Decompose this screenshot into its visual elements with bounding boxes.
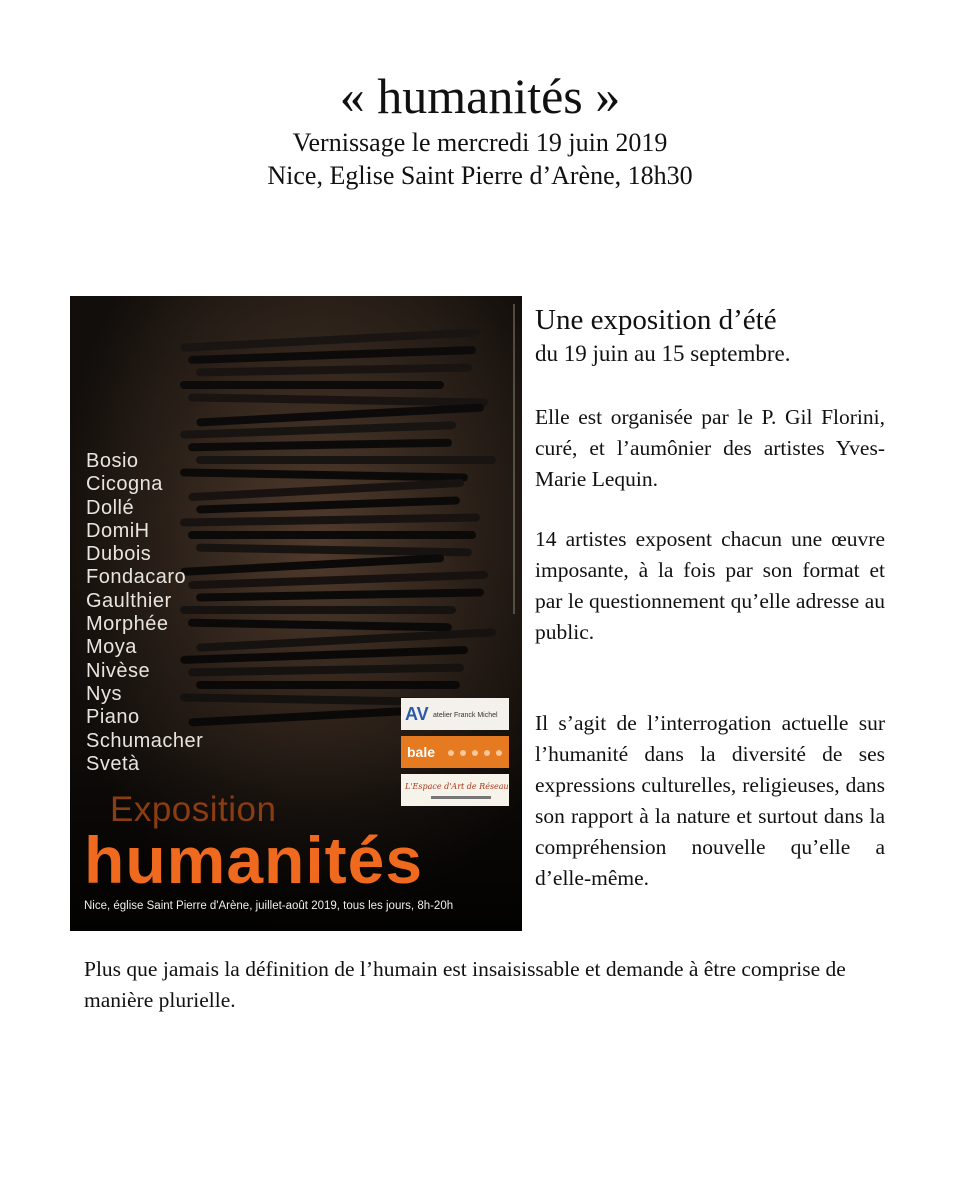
artist-name: Nys [86,682,122,705]
svg-text:AV: AV [405,704,429,724]
logo-text: L'Espace d'Art de Réseau [405,782,509,791]
sponsor-logo-espace-art [401,774,509,806]
artist-name: DomiH [86,519,150,542]
exhibition-poster [70,296,522,931]
artist-name: Svetà [86,752,140,775]
paragraph-organizers: Elle est organisée par le P. Gil Florini, curé, et l’aumônier des artistes Yves-Marie Lequin. [535,405,885,491]
poster-exposition-label: Exposition [110,790,277,829]
artist-name: Nivèse [86,659,151,682]
photo-credit-vertical [508,304,520,614]
sponsor-logo-franck-michel [401,698,509,730]
artist-name: Moya [86,636,137,659]
artist-name: Dollé [86,496,135,519]
artist-name: Piano [86,706,140,729]
artist-name: Bosio [86,450,139,472]
page-title: « humanités » [339,68,621,124]
paragraph-theme: Il s’agit de l’interrogation actuelle sur l’humanité dans la diversité de ses expressions culturelles, religieuses, dans son rapport à la nature et surtout dans la compréhension nouvelle qu’elle a d’elle-même. [535,711,885,890]
logo-text: bale [407,744,436,760]
sponsor-logo-bale [401,736,509,768]
artist-name: Cicogna [86,473,163,496]
vernissage-date: Vernissage le mercredi 19 juin 2019 [292,128,668,157]
artist-name: Schumacher [86,729,204,752]
exhibition-dates: du 19 juin au 15 septembre. [535,341,791,366]
artist-name: Morphée [86,613,169,636]
poster-footer: Nice, église Saint Pierre d'Arène, juillet-août 2019, tous les jours, 8h-20h [84,900,454,912]
section-heading: Une exposition d’été [535,304,777,336]
vernissage-location: Nice, Eglise Saint Pierre d’Arène, 18h30 [267,161,693,190]
artist-name: Gaulthier [86,589,172,612]
artist-name: Dubois [86,543,152,566]
artist-list [86,450,203,776]
artist-name: Fondacaro [86,566,187,589]
logo-text: atelier Franck Michel [433,712,498,719]
paragraph-artists: 14 artistes exposent chacun une œuvre imposante, à la fois par son format et par le questionnement qu’elle adresse au public. [535,527,885,644]
poster-title: humanités [84,823,424,897]
closing-paragraph: Plus que jamais la définition de l’humain est insaisissable et demande à être comprise de manière plurielle. [84,957,846,1012]
